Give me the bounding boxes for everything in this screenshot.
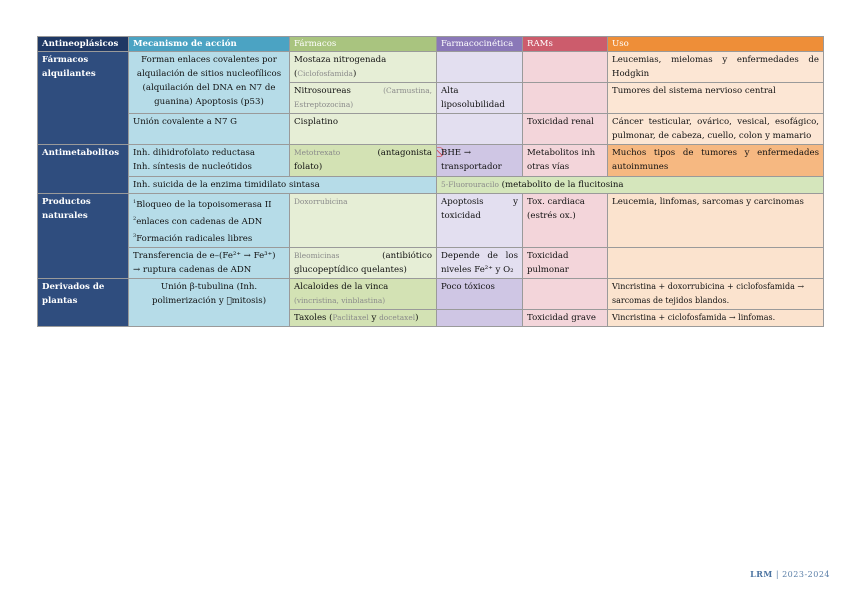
pk-cell: Poco tóxicos	[437, 278, 523, 309]
header-row	[38, 37, 824, 52]
farmaco-name: Taxoles	[294, 312, 327, 323]
ram-cell: Toxicidad grave	[523, 309, 608, 326]
pk-cell	[437, 52, 523, 83]
mec-timidilato: Inh. suicida de la enzima timidilato sintasa	[129, 177, 437, 194]
footer-year: 2023-2024	[782, 570, 830, 579]
farmaco-doxorrubicina	[290, 194, 437, 248]
farmaco-sub: Metotrexato	[294, 148, 341, 157]
mec-tubulina: Unión β-tubulina (Inh. polimerización y mitosis)	[129, 278, 290, 326]
farmaco-sub: 5-Fluorouracilo	[441, 180, 499, 189]
group-plantas: Derivados de plantas	[38, 278, 129, 326]
farmaco-name: Mostaza nitrogenada	[294, 55, 387, 65]
uso-cell: Leucemias, mielomas y enfermedades de Hodgkin	[608, 52, 824, 83]
uso-cell: Vincristina + doxorrubicina + ciclofosfamida → sarcomas de tejidos blandos.	[608, 278, 824, 309]
farmaco-sub: Bleomicinas	[294, 250, 340, 260]
farmaco-sub: Ciclofosfamida	[297, 69, 353, 78]
mec-line: Inh. dihidrofolato reductasa	[133, 148, 255, 158]
header-rams: RAMs	[523, 37, 608, 52]
header-antineoplasicos: Antineoplásicos	[38, 37, 129, 52]
farmaco-cisplatino: Cisplatino	[290, 114, 437, 145]
table-row	[38, 145, 824, 177]
farmaco-mostaza	[290, 52, 437, 83]
footer-author: LRM	[750, 569, 773, 579]
group-naturales: Productos naturales	[38, 194, 129, 279]
farmaco-sub: Paclitaxel	[332, 312, 369, 322]
table-row	[38, 247, 824, 278]
mec-antimetabolitos	[129, 145, 290, 177]
table-row	[38, 52, 824, 83]
ram-cell: Tox. cardiaca (estrés ox.)	[523, 194, 608, 248]
table-row	[38, 177, 824, 194]
ram-cell	[523, 83, 608, 114]
pk-cell: Depende de los niveles Fe²⁺ y O₂	[437, 247, 523, 278]
uso-cell: Vincristina + ciclofosfamida → linfomas.	[608, 309, 824, 326]
farmaco-sub: Estreptozocina)	[294, 100, 354, 109]
table-row	[38, 194, 824, 248]
uso-cell: Tumores del sistema nervioso central	[608, 83, 824, 114]
pk-cell: Alta liposolubilidad	[437, 83, 523, 114]
table-row	[38, 114, 824, 145]
header-mecanismo: Mecanismo de acción	[129, 37, 290, 52]
group-antimetabolitos: Antimetabolitos	[38, 145, 129, 194]
mec-alquilantes: Forman enlaces covalentes por alquilación de sitios nucleofílicos (alquilación del DNA en N7 de guanina) Apoptosis (p53)	[129, 52, 290, 114]
farmaco-sub: (vincristina, vinblastina)	[294, 295, 386, 305]
pk-line: transportador	[441, 162, 502, 172]
farmaco-bleomicinas: Bleomicinas (antibiótico glucopeptídico quelantes)	[290, 247, 437, 278]
farmaco-name: Nitrosoureas	[294, 86, 351, 96]
mec-line: Bloqueo de la topoisomerasa II	[136, 199, 272, 210]
mec-doxorrubicina: $^1$Bloqueo de la topoisomerasa II $^2$enlaces con cadenas de ADN $^3$Formación radicales libres	[129, 194, 290, 248]
paren-close: )	[352, 69, 357, 79]
farmaco-sub: Doxorrubicina	[294, 197, 348, 206]
ram-cell	[523, 278, 608, 309]
footer-sep: |	[775, 570, 780, 579]
pk-line: BHE →	[441, 148, 472, 158]
farmaco-y: y	[371, 312, 377, 323]
farmaco-nitrosoureas	[290, 83, 437, 114]
ram-cell: Toxicidad renal	[523, 114, 608, 145]
farmaco-taxoles: Taxoles (Paclitaxel y docetaxel)	[290, 309, 437, 326]
header-farmacos: Fármacos	[290, 37, 437, 52]
farmaco-vinca	[290, 278, 437, 309]
uso-cell: Leucemia, linfomas, sarcomas y carcinomas	[608, 194, 824, 248]
pk-cell: Apoptosis y toxicidad	[437, 194, 523, 248]
mec-line: Inh. síntesis de nucleótidos	[133, 162, 252, 172]
uso-cell: Muchos tipos de tumores y enfermedades autoinmunes	[608, 145, 824, 177]
farmaco-metotrexato: Metotrexato (antagonista folato)	[290, 145, 437, 177]
paren-open: (	[294, 69, 298, 79]
farmaco-name: Alcaloides de la vinca	[294, 281, 389, 292]
farmaco-sub: (Carmustina,	[383, 86, 432, 95]
group-alquilantes: Fármacos alquilantes	[38, 52, 129, 145]
mec-cisplatino: Unión covalente a N7 G	[129, 114, 290, 145]
ram-cell: Toxicidad pulmonar	[523, 247, 608, 278]
antineoplastic-table	[37, 36, 824, 327]
table-row	[38, 278, 824, 309]
mec-bleomicina: Transferencia de e–(Fe²⁺ → Fe³⁺) → ruptura cadenas de ADN	[129, 247, 290, 278]
mec-line: Formación radicales libres	[136, 233, 253, 244]
ram-cell	[523, 52, 608, 83]
uso-cell: Cáncer testicular, ovárico, vesical, esofágico, pulmonar, de cabeza, cuello, colon y mamario	[608, 114, 824, 145]
farmaco-sub: docetaxel	[379, 312, 416, 322]
farmaco-rest: (metabolito de la flucitosina	[501, 180, 624, 190]
mec-line: enlaces con cadenas de ADN	[136, 216, 263, 227]
ram-cell: Metabolitos inh otras vías	[523, 145, 608, 177]
pk-cell	[437, 309, 523, 326]
uso-cell	[608, 247, 824, 278]
farmaco-fluorouracilo	[437, 177, 824, 194]
footer	[750, 569, 830, 579]
header-farmacocinetica: Farmacocinética	[437, 37, 523, 52]
header-uso: Uso	[608, 37, 824, 52]
pk-cell	[437, 145, 523, 177]
pk-cell	[437, 114, 523, 145]
